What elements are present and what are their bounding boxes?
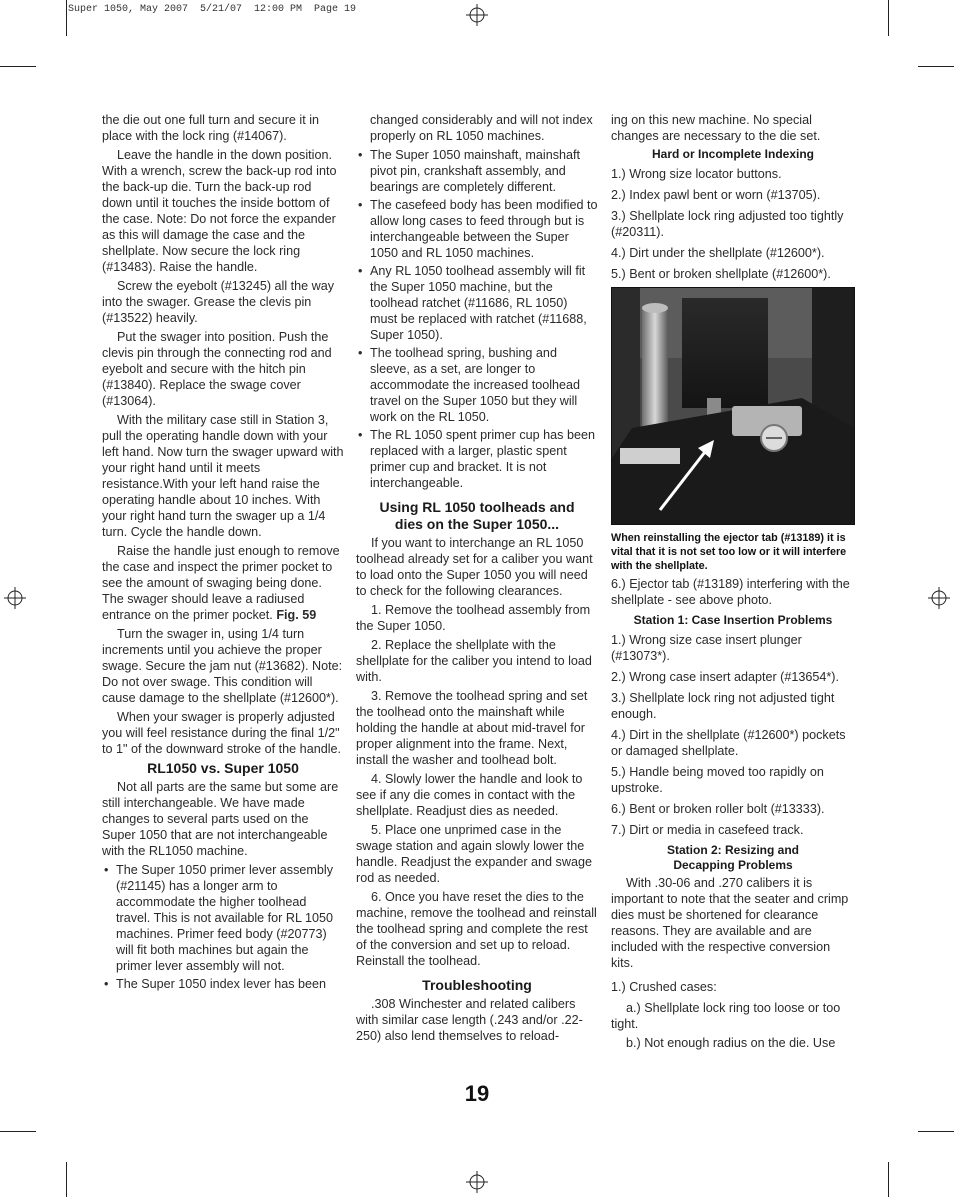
bullet-list	[102, 862, 344, 992]
registration-mark-icon	[4, 587, 26, 609]
paragraph: With .30-06 and .270 calibers it is important to note that the seater and crimp dies must be shortened for clearance reasons. They are available and are included with the respective conversion kits.	[611, 876, 849, 970]
section-heading: Using RL 1050 toolheads and dies on the Super 1050...	[379, 499, 575, 532]
list-subitem: b.) Not enough radius on the die. Use	[626, 1036, 836, 1050]
ejector-tab-photo	[611, 287, 855, 525]
paragraph: Not all parts are the same but some are still interchangeable. We have made changes to several parts used on the Super 1050 that are not interchangeable with the RL1050 machine.	[102, 780, 339, 858]
list-item: • The Super 1050 mainshaft, mainshaft pivot pin, crankshaft assembly, and bearings are completely different.	[356, 147, 598, 195]
machine-photo-illustration	[612, 288, 854, 524]
list-item: • The Super 1050 primer lever assembly (#21145) has a longer arm to accommodate the higher toolhead travel. This is not available for RL 1050 machines. Primer feed body (#20773) will fit both machines but again the primer lever assembly will not.	[102, 862, 344, 974]
paragraph: Put the swager into position. Push the clevis pin through the connecting rod and eyebolt and secure with the hitch pin (#13840). Replace the swage cover (#13064).	[102, 330, 332, 408]
list-item: 7.) Dirt or media in casefeed track.	[611, 823, 804, 837]
section-heading: RL1050 vs. Super 1050	[147, 760, 299, 776]
subsection-heading: Station 1: Case Insertion Problems	[633, 613, 833, 627]
bullet-list	[356, 147, 598, 491]
registration-mark-icon	[928, 587, 950, 609]
crop-mark	[918, 1131, 954, 1132]
step: 4. Slowly lower the handle and look to see if any die comes in contact with the shellplate. Readjust dies as needed.	[356, 772, 583, 818]
list-item: • The casefeed body has been modified to allow long cases to feed through but is interchangeable between the Super 1050 and RL 1050 machines.	[356, 197, 598, 261]
paragraph: Turn the swager in, using 1/4 turn increments until you achieve the proper swage. Secure the jam nut (#13682). Note: Do not over swage. This condition will cause damage to the shellplate (#12600*).	[102, 627, 343, 705]
subsection-heading-line: Station 2: Resizing and	[666, 843, 799, 857]
list-item: 1.) Crushed cases:	[611, 980, 717, 994]
paragraph: .308 Winchester and related calibers with similar case length (.243 and/or .22-250) also lend themselves to reload-	[356, 997, 583, 1043]
page-number: 19	[464, 1081, 490, 1106]
paragraph: ing on this new machine. No special changes are necessary to the die set.	[611, 113, 821, 143]
list-item: 2.) Wrong case insert adapter (#13654*).	[611, 670, 839, 684]
paragraph: If you want to interchange an RL 1050 toolhead already set for a caliber you want to load onto the Super 1050 you will need to check for the following clearances.	[356, 536, 593, 598]
list-item: 1.) Wrong size locator buttons.	[611, 167, 782, 181]
paragraph: With the military case still in Station 3, pull the operating handle down with your left hand. Now turn the swager upward with your right hand until it meets resistance.With your left hand raise the operating handle about 10 inches. With your right hand turn the swager up a 1/4 turn. Cycle the handle down.	[102, 413, 344, 539]
subsection-heading-line: Decapping Problems	[673, 858, 793, 872]
crop-mark	[918, 66, 954, 67]
crop-mark	[0, 1131, 36, 1132]
paragraph: the die out one full turn and secure it in place with the lock ring (#14067).	[102, 113, 320, 143]
subsection-heading	[611, 843, 855, 873]
subsection-heading: Hard or Incomplete Indexing	[651, 147, 815, 161]
step: 1. Remove the toolhead assembly from the Super 1050.	[356, 603, 591, 633]
paragraph: When your swager is properly adjusted you will feel resistance during the final 1/2" to 1" of the downward stroke of the handle.	[102, 710, 342, 756]
registration-mark-icon	[466, 4, 488, 26]
list-item: 2.) Index pawl bent or worn (#13705).	[611, 188, 821, 202]
paragraph	[102, 543, 344, 623]
list-item: • Any RL 1050 toolhead assembly will fit the Super 1050 machine, but the toolhead ratchet (#11686, RL 1050) must be replaced with ratchet (#11688, Super 1050).	[356, 263, 598, 343]
list-item: • The RL 1050 spent primer cup has been replaced with a larger, plastic spent primer cup and bracket. It is not interchangeable.	[356, 427, 598, 491]
list-item: 6.) Ejector tab (#13189) interfering with the shellplate - see above photo.	[611, 577, 850, 607]
paragraph: Screw the eyebolt (#13245) all the way into the swager. Grease the clevis pin (#13522) heavily.	[102, 279, 335, 325]
list-item: • The toolhead spring, bushing and sleeve, as a set, are longer to accommodate the increased toolhead travel on the Super 1050 but they will work on the RL 1050.	[356, 345, 598, 425]
column-3	[611, 112, 855, 1054]
photo-caption: When reinstalling the ejector tab (#13189) it is vital that it is not set too low or it will interfere with the shellplate.	[611, 532, 847, 572]
step: 6. Once you have reset the dies to the machine, remove the toolhead and reinstall the toolhead spring and complete the rest of the conversion and set up to reload. Reinstall the toolhead.	[356, 890, 597, 968]
section-heading: Troubleshooting	[422, 977, 532, 993]
list-item: 3.) Shellplate lock ring adjusted too tightly (#20311).	[611, 209, 844, 239]
paragraph: Leave the handle in the down position. With a wrench, screw the back-up rod into the back-up die. Turn the back-up rod down until it touches the inside bottom of the case. Note: Do not force the expander as this will damage the case and the shellplate. Now secure the lock ring (#13483). Raise the handle.	[102, 148, 337, 274]
printer-slug: Super 1050, May 2007 5/21/07 12:00 PM Page 19	[68, 4, 357, 15]
list-item: 5.) Bent or broken shellplate (#12600*).	[611, 267, 831, 281]
paragraph: changed considerably and will not index properly on RL 1050 machines.	[370, 113, 593, 143]
figure-reference: Fig. 59	[276, 608, 317, 622]
paragraph-text: Raise the handle just enough to remove the case and inspect the primer pocket to see the amount of swaging being done. The swager should leave a radiused entrance on the primer pocket.	[102, 544, 340, 622]
list-subitem: a.) Shellplate lock ring too loose or too tight.	[611, 1001, 841, 1031]
column-2	[356, 112, 598, 1047]
list-item: • The Super 1050 index lever has been	[102, 976, 344, 992]
step: 2. Replace the shellplate with the shellplate for the caliber you intend to load with.	[356, 638, 592, 684]
crop-mark	[888, 0, 889, 36]
crop-mark	[888, 1162, 889, 1197]
crop-mark	[66, 1162, 67, 1197]
list-item: 1.) Wrong size case insert plunger (#13073*).	[611, 633, 802, 663]
list-item: 4.) Dirt in the shellplate (#12600*) pockets or damaged shellplate.	[611, 728, 846, 758]
list-item: 5.) Handle being moved too rapidly on upstroke.	[611, 765, 824, 795]
registration-mark-icon	[466, 1171, 488, 1193]
step: 3. Remove the toolhead spring and set the toolhead onto the mainshaft while holding the handle at about mid-travel for proper alignment into the frame. Next, install the washer and toolhead bolt.	[356, 689, 588, 767]
list-item: 4.) Dirt under the shellplate (#12600*).	[611, 246, 825, 260]
crop-mark	[66, 0, 67, 36]
list-item: 6.) Bent or broken roller bolt (#13333).	[611, 802, 825, 816]
column-1	[102, 112, 344, 994]
list-item: 3.) Shellplate lock ring not adjusted tight enough.	[611, 691, 835, 721]
crop-mark	[0, 66, 36, 67]
step: 5. Place one unprimed case in the swage station and again slowly lower the handle. Readjust the expander and swage rod as needed.	[356, 823, 592, 885]
